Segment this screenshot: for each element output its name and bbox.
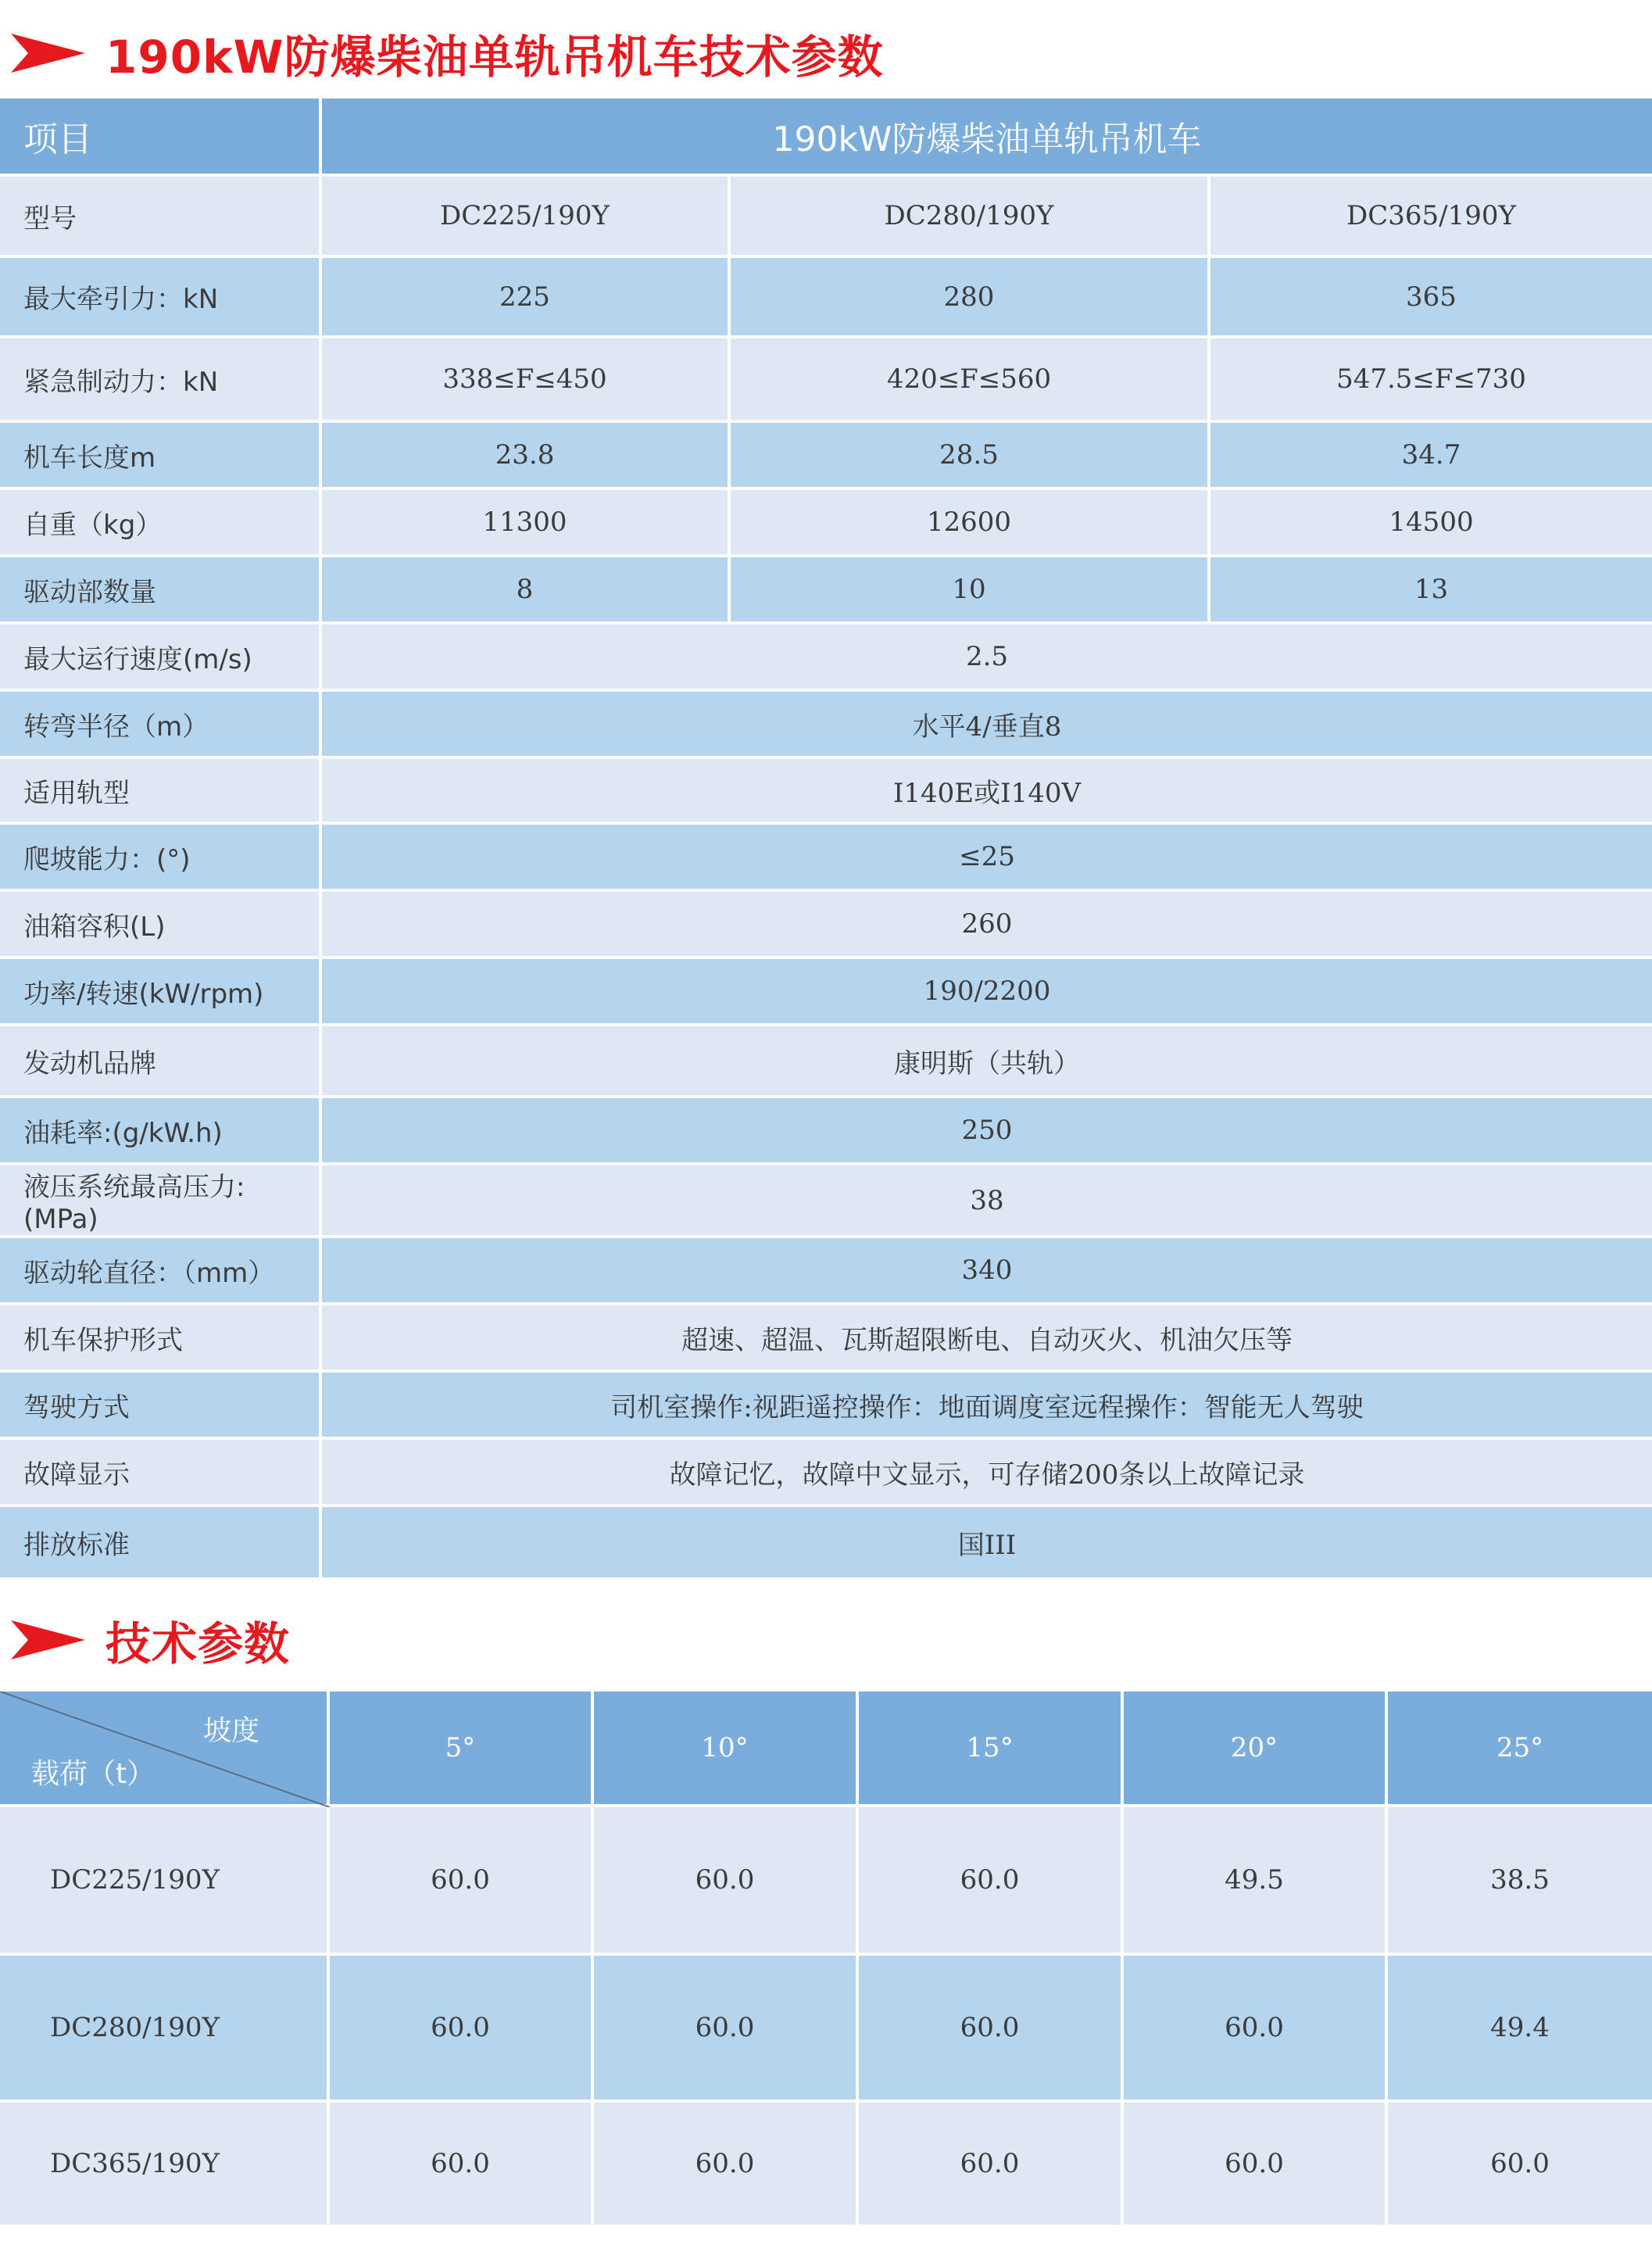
spec-value: 水平4/垂直8: [322, 692, 1652, 759]
spec-label: 功率/转速(kW/rpm): [0, 959, 322, 1026]
perf-row: [0, 1956, 1652, 2103]
spec-value: DC280/190Y: [731, 177, 1210, 258]
spec-value: 13: [1210, 557, 1652, 625]
load-value: 49.5: [1124, 1807, 1388, 1956]
slope-axis-label: 坡度: [202, 1715, 259, 1747]
spec-label: 最大运行速度(m/s): [0, 625, 322, 692]
load-value: 60.0: [859, 2103, 1124, 2228]
spec-value: 国III: [322, 1507, 1652, 1581]
spec-value: 超速、超温、瓦斯超限断电、自动灭火、机油欠压等: [322, 1305, 1652, 1373]
load-value: 60.0: [1124, 1956, 1388, 2103]
spec-value: 547.5≤F≤730: [1210, 338, 1652, 423]
spec-section-title: [0, 22, 1652, 84]
spec-label: 驾驶方式: [0, 1373, 322, 1440]
spec-label: 型号: [0, 177, 322, 258]
perf-header-row: [0, 1691, 1652, 1807]
spec-table: [0, 98, 1652, 1581]
spec-label: 驱动部数量: [0, 557, 322, 625]
spec-value: 250: [322, 1098, 1652, 1165]
spec-value: 14500: [1210, 490, 1652, 557]
load-value: 60.0: [859, 1807, 1124, 1956]
perf-table: [0, 1691, 1652, 2228]
spec-label: 转弯半径（m）: [0, 692, 322, 759]
load-value: 60.0: [330, 1956, 594, 2103]
spec-value: 260: [322, 892, 1652, 959]
load-value: 60.0: [594, 1956, 859, 2103]
spec-row: [0, 692, 1652, 759]
model-label: DC280/190Y: [0, 1956, 330, 2103]
spec-value: 康明斯（共轨）: [322, 1026, 1652, 1098]
spec-label: 油箱容积(L): [0, 892, 322, 959]
slope-header: 15°: [859, 1691, 1124, 1807]
slope-header: 20°: [1124, 1691, 1388, 1807]
spec-row: [0, 959, 1652, 1026]
spec-row: [0, 892, 1652, 959]
spec-value: 340: [322, 1238, 1652, 1305]
red-arrow-icon: [11, 34, 85, 73]
spec-row: [0, 423, 1652, 490]
spec-row: [0, 625, 1652, 692]
load-value: 60.0: [859, 1956, 1124, 2103]
perf-title-text: 技术参数: [105, 1617, 291, 1670]
spec-value: 365: [1210, 258, 1652, 338]
spec-value: 338≤F≤450: [322, 338, 731, 423]
spec-row: [0, 1026, 1652, 1098]
spec-row: [0, 1440, 1652, 1507]
spec-label: 故障显示: [0, 1440, 322, 1507]
spec-label: 油耗率:(g/kW.h): [0, 1098, 322, 1165]
spec-label: 机车长度m: [0, 423, 322, 490]
spec-value: 2.5: [322, 625, 1652, 692]
spec-value: ≤25: [322, 825, 1652, 892]
spec-value: 11300: [322, 490, 731, 557]
spec-value: 28.5: [731, 423, 1210, 490]
spec-value: 280: [731, 258, 1210, 338]
load-value: 38.5: [1388, 1807, 1652, 1956]
spec-value: 10: [731, 557, 1210, 625]
spec-label: 发动机品牌: [0, 1026, 322, 1098]
spec-value: 23.8: [322, 423, 731, 490]
spec-row: [0, 1507, 1652, 1581]
spec-value: 34.7: [1210, 423, 1652, 490]
model-label: DC365/190Y: [0, 2103, 330, 2228]
spec-row: [0, 1238, 1652, 1305]
spec-row: [0, 825, 1652, 892]
spec-row: [0, 1373, 1652, 1440]
load-value: 60.0: [1124, 2103, 1388, 2228]
spec-value: 38: [322, 1165, 1652, 1238]
slope-header: 5°: [330, 1691, 594, 1807]
spec-value: I140E或I140V: [322, 759, 1652, 825]
spec-label: 排放标准: [0, 1507, 322, 1581]
spec-label: 驱动轮直径：（mm）: [0, 1238, 322, 1305]
corner-cell: [0, 1691, 330, 1807]
spec-row: [0, 177, 1652, 258]
spec-value: 司机室操作:视距遥控操作：地面调度室远程操作：智能无人驾驶: [322, 1373, 1652, 1440]
load-value: 60.0: [1388, 2103, 1652, 2228]
spec-row: [0, 557, 1652, 625]
load-value: 60.0: [330, 2103, 594, 2228]
spec-label: 液压系统最高压力:(MPa): [0, 1165, 322, 1238]
spec-header-row: [0, 98, 1652, 177]
spec-row: [0, 490, 1652, 557]
load-value: 60.0: [594, 2103, 859, 2228]
spec-value: DC225/190Y: [322, 177, 731, 258]
spec-label: 适用轨型: [0, 759, 322, 825]
spec-row: [0, 1165, 1652, 1238]
product-header: 190kW防爆柴油单轨吊机车: [322, 98, 1652, 177]
item-header: 项目: [0, 98, 322, 177]
perf-row: [0, 2103, 1652, 2228]
spec-value: 190/2200: [322, 959, 1652, 1026]
spec-value: 故障记忆，故障中文显示，可存储200条以上故障记录: [322, 1440, 1652, 1507]
load-value: 60.0: [594, 1807, 859, 1956]
spec-value: 12600: [731, 490, 1210, 557]
spec-label: 最大牵引力：kN: [0, 258, 322, 338]
load-value: 49.4: [1388, 1956, 1652, 2103]
slope-header: 25°: [1388, 1691, 1652, 1807]
spec-label: 紧急制动力：kN: [0, 338, 322, 423]
spec-label: 自重（kg）: [0, 490, 322, 557]
spec-value: 8: [322, 557, 731, 625]
spec-label: 机车保护形式: [0, 1305, 322, 1373]
spec-row: [0, 1305, 1652, 1373]
spec-row: [0, 1098, 1652, 1165]
spec-row: [0, 759, 1652, 825]
red-arrow-icon: [11, 1620, 85, 1659]
spec-label: 爬坡能力：(°): [0, 825, 322, 892]
model-label: DC225/190Y: [0, 1807, 330, 1956]
spec-value: 420≤F≤560: [731, 338, 1210, 423]
load-value: 60.0: [330, 1807, 594, 1956]
spec-value: 225: [322, 258, 731, 338]
spec-row: [0, 338, 1652, 423]
spec-value: DC365/190Y: [1210, 177, 1652, 258]
slope-header: 10°: [594, 1691, 859, 1807]
perf-section-title: [0, 1609, 1652, 1671]
load-axis-label: 载荷（t）: [31, 1758, 156, 1790]
spec-row: [0, 258, 1652, 338]
spec-title-text: 190kW防爆柴油单轨吊机车技术参数: [105, 30, 884, 84]
perf-row: [0, 1807, 1652, 1956]
